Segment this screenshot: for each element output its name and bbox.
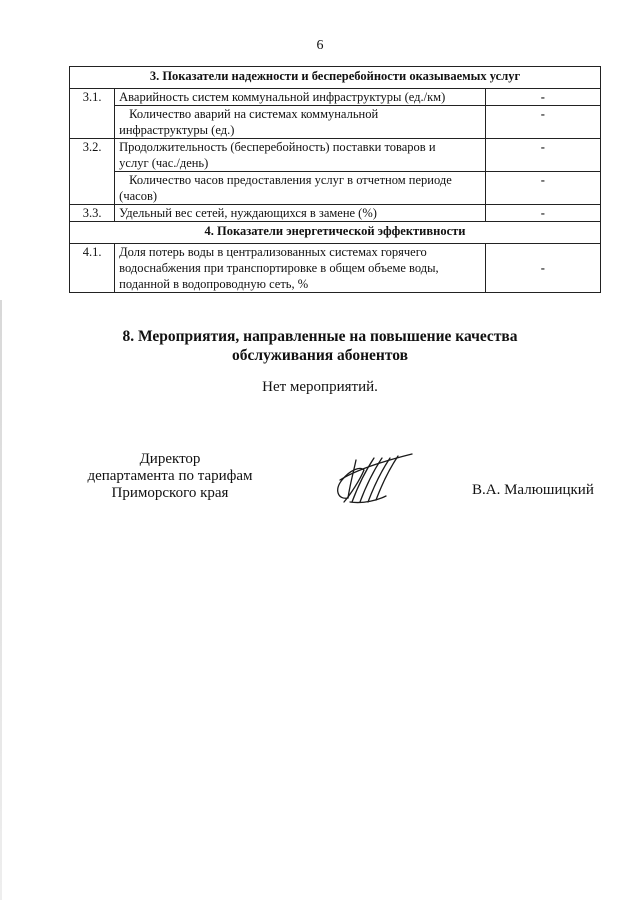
page-number: 6: [316, 38, 324, 53]
indicator-value: -: [485, 205, 600, 222]
indicator-value: -: [485, 89, 600, 106]
indicator-description-line: поданной в водопроводную сеть, %: [119, 277, 309, 291]
table-row: [70, 139, 601, 172]
indicator-description-line: инфраструктуры (ед.): [119, 123, 235, 137]
section-8-heading-line: 8. Мероприятия, направленные на повышение качества: [122, 328, 518, 345]
indicator-description-line: (часов): [119, 189, 158, 203]
section-8-heading: [0, 327, 640, 365]
indicator-description: [115, 139, 485, 172]
table-row: [70, 106, 601, 139]
indicator-value: -: [485, 106, 600, 139]
table-row: [70, 244, 601, 293]
section-8-heading-line: обслуживания абонентов: [232, 347, 408, 364]
table-section-header: [70, 222, 601, 244]
table-row: [70, 205, 601, 222]
indicator-description-line: Аварийность систем коммунальной инфраструктуры (ед./км): [119, 90, 446, 104]
indicator-description-line: Количество аварий на системах коммунальной: [129, 107, 379, 121]
indicator-description: [115, 205, 485, 222]
indicator-description: [115, 89, 485, 106]
row-number: 4.1.: [70, 244, 115, 293]
signer-name: В.А. Малюшицкий: [472, 482, 594, 498]
indicator-value: -: [485, 172, 600, 205]
indicator-value: -: [485, 244, 600, 293]
row-number: 3.3.: [70, 205, 115, 222]
indicator-description: [115, 106, 485, 139]
indicator-description-line: Количество часов предоставления услуг в отчетном периоде: [129, 173, 452, 187]
indicator-value: -: [485, 139, 600, 172]
handwritten-signature: [320, 440, 420, 520]
indicator-description-line: услуг (час./день): [119, 156, 209, 170]
signer-title-line: Приморского края: [111, 485, 229, 501]
signer-title-line: Директор: [139, 451, 201, 467]
no-measures-text: Нет мероприятий.: [262, 379, 378, 395]
indicators-table-body: [70, 67, 601, 293]
table-row: [70, 89, 601, 106]
table-section-header: [70, 67, 601, 89]
indicator-description-line: водоснабжения при транспортировке в общем объеме воды,: [119, 261, 439, 275]
indicator-description: [115, 244, 485, 293]
indicators-table: [69, 66, 601, 293]
indicator-description-line: Удельный вес сетей, нуждающихся в замене (%): [119, 206, 377, 220]
row-number: 3.1.: [70, 89, 115, 139]
section-title: 3. Показатели надежности и бесперебойности оказываемых услуг: [70, 67, 601, 89]
table-row: [70, 172, 601, 205]
indicator-description: [115, 172, 485, 205]
indicator-description-line: Доля потерь воды в централизованных системах горячего: [119, 245, 427, 259]
signer-title-line: департамента по тарифам: [87, 468, 253, 484]
section-title: 4. Показатели энергетической эффективности: [70, 222, 601, 244]
indicator-description-line: Продолжительность (бесперебойность) поставки товаров и: [119, 140, 436, 154]
signer-title: [60, 451, 280, 502]
row-number: 3.2.: [70, 139, 115, 205]
